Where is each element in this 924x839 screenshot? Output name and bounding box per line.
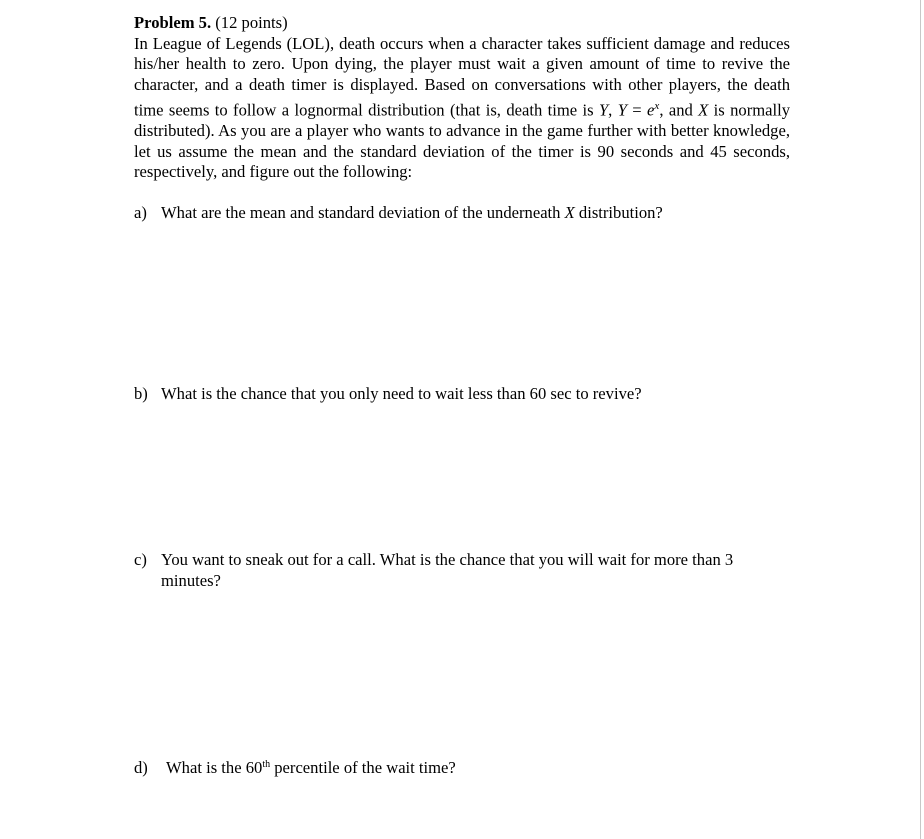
problem-points: (12 points): [215, 13, 288, 32]
intro-text-2: is normally distributed). As you are a player who wants to advance in the game further with better knowledge, let us assume the mean and the standard deviation of the timer is 90 seconds and 45 seconds, respectively, and figure out the following:: [134, 100, 791, 182]
question-b-text: What is the chance that you only need to wait less than 60 sec to revive?: [161, 384, 642, 403]
intro-sep-2: , and: [659, 100, 699, 120]
problem-heading: [134, 13, 790, 34]
variable-y: Y: [598, 100, 609, 120]
question-d-letter: d): [134, 758, 148, 777]
problem-number: Problem 5.: [134, 13, 212, 32]
formula-exponent: x: [654, 100, 660, 112]
question-a-text: [161, 203, 790, 224]
intro-sep-1: ,: [608, 100, 618, 120]
question-c-letter: c): [134, 550, 147, 569]
problem-intro: [134, 34, 790, 183]
question-a-letter: a): [134, 203, 147, 222]
formula-equals: =: [626, 100, 648, 120]
formula-lhs: Y: [617, 100, 627, 120]
question-d-superscript: th: [262, 759, 271, 770]
question-d-text-before: What is the 60: [166, 758, 263, 777]
question-d-text: [166, 758, 790, 779]
question-c-text: You want to sneak out for a call. What is the chance that you will wait for more than 3 minutes?: [161, 550, 734, 590]
question-a-text-after: distribution?: [574, 203, 663, 222]
page-edge-divider: [920, 0, 921, 839]
question-d-text-after: percentile of the wait time?: [270, 758, 456, 777]
question-a: [134, 203, 790, 224]
question-a-text-before: What are the mean and standard deviation of the underneath: [161, 203, 565, 222]
question-b-letter: b): [134, 384, 148, 403]
intro-text-1: In League of Legends (LOL), death occurs when a character takes sufficient damage and reduces his/her health to zero. Upon dying, the player must wait a given amount of time to revive the character, and a death timer is displayed. Based on conversations with other players, the death time seems to follow a lognormal distribution (that is, death time is: [134, 33, 790, 120]
formula-base: e: [647, 100, 655, 120]
question-d: [134, 758, 790, 779]
question-b: [134, 384, 790, 405]
variable-x: X: [698, 100, 709, 120]
question-a-variable: X: [564, 203, 575, 222]
problem-statement: [134, 13, 790, 183]
question-c: [134, 550, 790, 591]
